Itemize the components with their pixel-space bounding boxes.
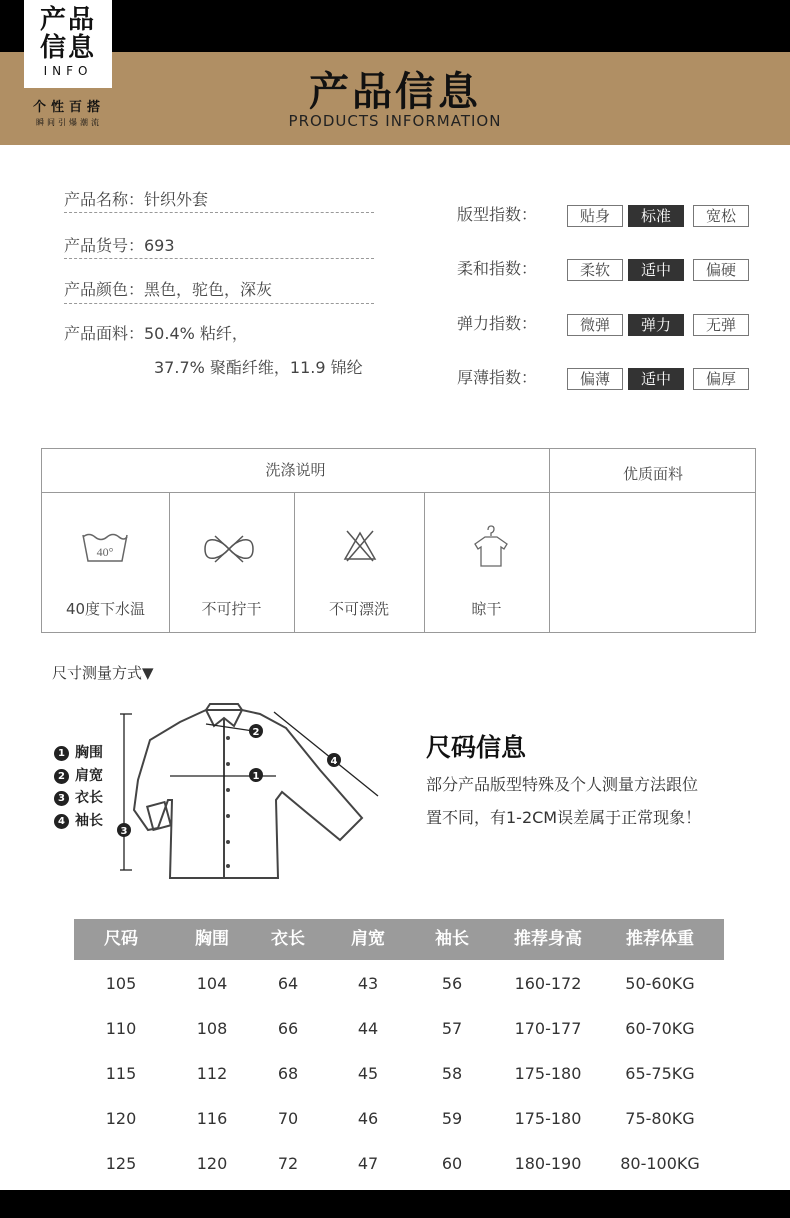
table-cell: 64 bbox=[277, 974, 299, 993]
wash-label: 40度下水温 bbox=[65, 600, 146, 618]
no-bleach-icon bbox=[343, 527, 377, 563]
svg-text:1: 1 bbox=[252, 771, 260, 782]
index-option: 微弹 bbox=[567, 314, 623, 336]
table-cell: 170-177 bbox=[514, 1019, 582, 1038]
wash-label: 不可拧干 bbox=[201, 600, 262, 618]
svg-text:3: 3 bbox=[120, 826, 128, 837]
index-option: 柔软 bbox=[567, 259, 623, 281]
table-cell: 175-180 bbox=[514, 1064, 582, 1083]
legend-item: 4 袖长 bbox=[54, 810, 103, 830]
logo-line1: 产品 bbox=[39, 5, 96, 35]
no-wring-icon bbox=[201, 534, 257, 564]
washing-table bbox=[41, 448, 756, 633]
table-cell: 105 bbox=[105, 974, 137, 993]
table-cell: 60 bbox=[441, 1154, 463, 1173]
column-header: 推荐身高 bbox=[514, 929, 582, 949]
table-cell: 80-100KG bbox=[620, 1154, 700, 1173]
wash-temp-mark: 40° bbox=[96, 545, 114, 559]
product-fabric: 产品面料：50.4% 粘纤， bbox=[64, 324, 248, 343]
page-subtitle: PRODUCTS INFORMATION bbox=[288, 112, 502, 130]
hang-dry-icon bbox=[471, 524, 511, 568]
column-header: 袖长 bbox=[435, 929, 469, 949]
index-option: 宽松 bbox=[693, 205, 749, 227]
product-fabric-cont: 37.7% 聚酯纤维，11.9 锦纶 bbox=[154, 358, 363, 377]
slogan-main: 个性百搭 bbox=[32, 100, 105, 115]
table-cell: 125 bbox=[105, 1154, 137, 1173]
table-cell: 46 bbox=[357, 1109, 379, 1128]
table-cell: 59 bbox=[441, 1109, 463, 1128]
table-cell: 60-70KG bbox=[625, 1019, 695, 1038]
table-cell: 120 bbox=[105, 1109, 137, 1128]
index-label: 柔和指数： bbox=[457, 259, 538, 278]
slogan-sub: 瞬间引爆潮流 bbox=[36, 118, 102, 127]
index-option: 偏硬 bbox=[693, 259, 749, 281]
index-option-selected: 弹力 bbox=[628, 314, 684, 336]
table-cell: 75-80KG bbox=[625, 1109, 695, 1128]
table-cell: 104 bbox=[196, 974, 228, 993]
table-cell: 68 bbox=[277, 1064, 299, 1083]
table-cell: 72 bbox=[277, 1154, 299, 1173]
column-header: 肩宽 bbox=[351, 929, 385, 949]
index-option-selected: 适中 bbox=[628, 259, 684, 281]
washing-heading: 洗涤说明 bbox=[265, 461, 326, 479]
index-label: 厚薄指数： bbox=[457, 368, 538, 387]
divider bbox=[64, 258, 374, 259]
table-cell: 115 bbox=[105, 1064, 137, 1083]
table-cell: 47 bbox=[357, 1154, 379, 1173]
index-option-selected: 标准 bbox=[628, 205, 684, 227]
wash-40-icon bbox=[80, 527, 130, 567]
header-top-bar bbox=[0, 0, 790, 52]
logo-info: INFO bbox=[43, 64, 93, 78]
page-title: 产品信息 bbox=[309, 69, 481, 115]
index-option: 贴身 bbox=[567, 205, 623, 227]
index-option: 无弹 bbox=[693, 314, 749, 336]
column-header: 推荐体重 bbox=[626, 929, 694, 949]
size-info-desc: 置不同，有1-2CM误差属于正常现象！ bbox=[426, 808, 702, 827]
logo-line2: 信息 bbox=[39, 33, 96, 63]
wash-label: 晾干 bbox=[471, 600, 502, 618]
table-cell: 160-172 bbox=[514, 974, 582, 993]
table-cell: 44 bbox=[357, 1019, 379, 1038]
product-name: 产品名称：针织外套 bbox=[64, 190, 209, 209]
column-header: 胸围 bbox=[195, 929, 229, 949]
table-cell: 112 bbox=[196, 1064, 228, 1083]
table-cell: 45 bbox=[357, 1064, 379, 1083]
wash-label: 不可漂洗 bbox=[328, 600, 389, 618]
product-color: 产品颜色：黑色，驼色，深灰 bbox=[64, 280, 273, 299]
table-cell: 116 bbox=[196, 1109, 228, 1128]
table-cell: 66 bbox=[277, 1019, 299, 1038]
table-divider bbox=[42, 492, 755, 493]
table-cell: 50-60KG bbox=[625, 974, 695, 993]
fabric-heading: 优质面料 bbox=[622, 465, 683, 483]
shirt-diagram bbox=[110, 700, 390, 885]
table-cell: 110 bbox=[105, 1019, 137, 1038]
index-option-selected: 适中 bbox=[628, 368, 684, 390]
table-cell: 108 bbox=[196, 1019, 228, 1038]
index-label: 版型指数： bbox=[457, 205, 538, 224]
product-code: 产品货号：693 bbox=[64, 236, 175, 255]
column-header: 衣长 bbox=[271, 929, 305, 949]
legend-item: 2 肩宽 bbox=[54, 765, 103, 785]
size-table-header bbox=[74, 919, 724, 960]
index-option: 偏厚 bbox=[693, 368, 749, 390]
table-cell: 58 bbox=[441, 1064, 463, 1083]
legend-item: 3 衣长 bbox=[54, 787, 103, 807]
table-cell: 43 bbox=[357, 974, 379, 993]
svg-text:4: 4 bbox=[330, 756, 338, 767]
table-cell: 180-190 bbox=[514, 1154, 582, 1173]
table-cell: 120 bbox=[196, 1154, 228, 1173]
index-label: 弹力指数： bbox=[457, 314, 538, 333]
index-option: 偏薄 bbox=[567, 368, 623, 390]
column-header: 尺码 bbox=[104, 929, 138, 949]
table-cell: 65-75KG bbox=[625, 1064, 695, 1083]
table-cell: 56 bbox=[441, 974, 463, 993]
size-info-desc: 部分产品版型特殊及个人测量方法跟位 bbox=[426, 775, 699, 794]
measure-title: 尺寸测量方式▼ bbox=[52, 664, 154, 682]
divider bbox=[64, 303, 374, 304]
svg-text:2: 2 bbox=[252, 727, 260, 738]
footer-bar bbox=[0, 1190, 790, 1218]
table-cell: 70 bbox=[277, 1109, 299, 1128]
table-cell: 57 bbox=[441, 1019, 463, 1038]
divider bbox=[64, 212, 374, 213]
table-cell: 175-180 bbox=[514, 1109, 582, 1128]
legend-item: 1 胸围 bbox=[54, 742, 103, 762]
size-info-title: 尺码信息 bbox=[426, 733, 527, 762]
